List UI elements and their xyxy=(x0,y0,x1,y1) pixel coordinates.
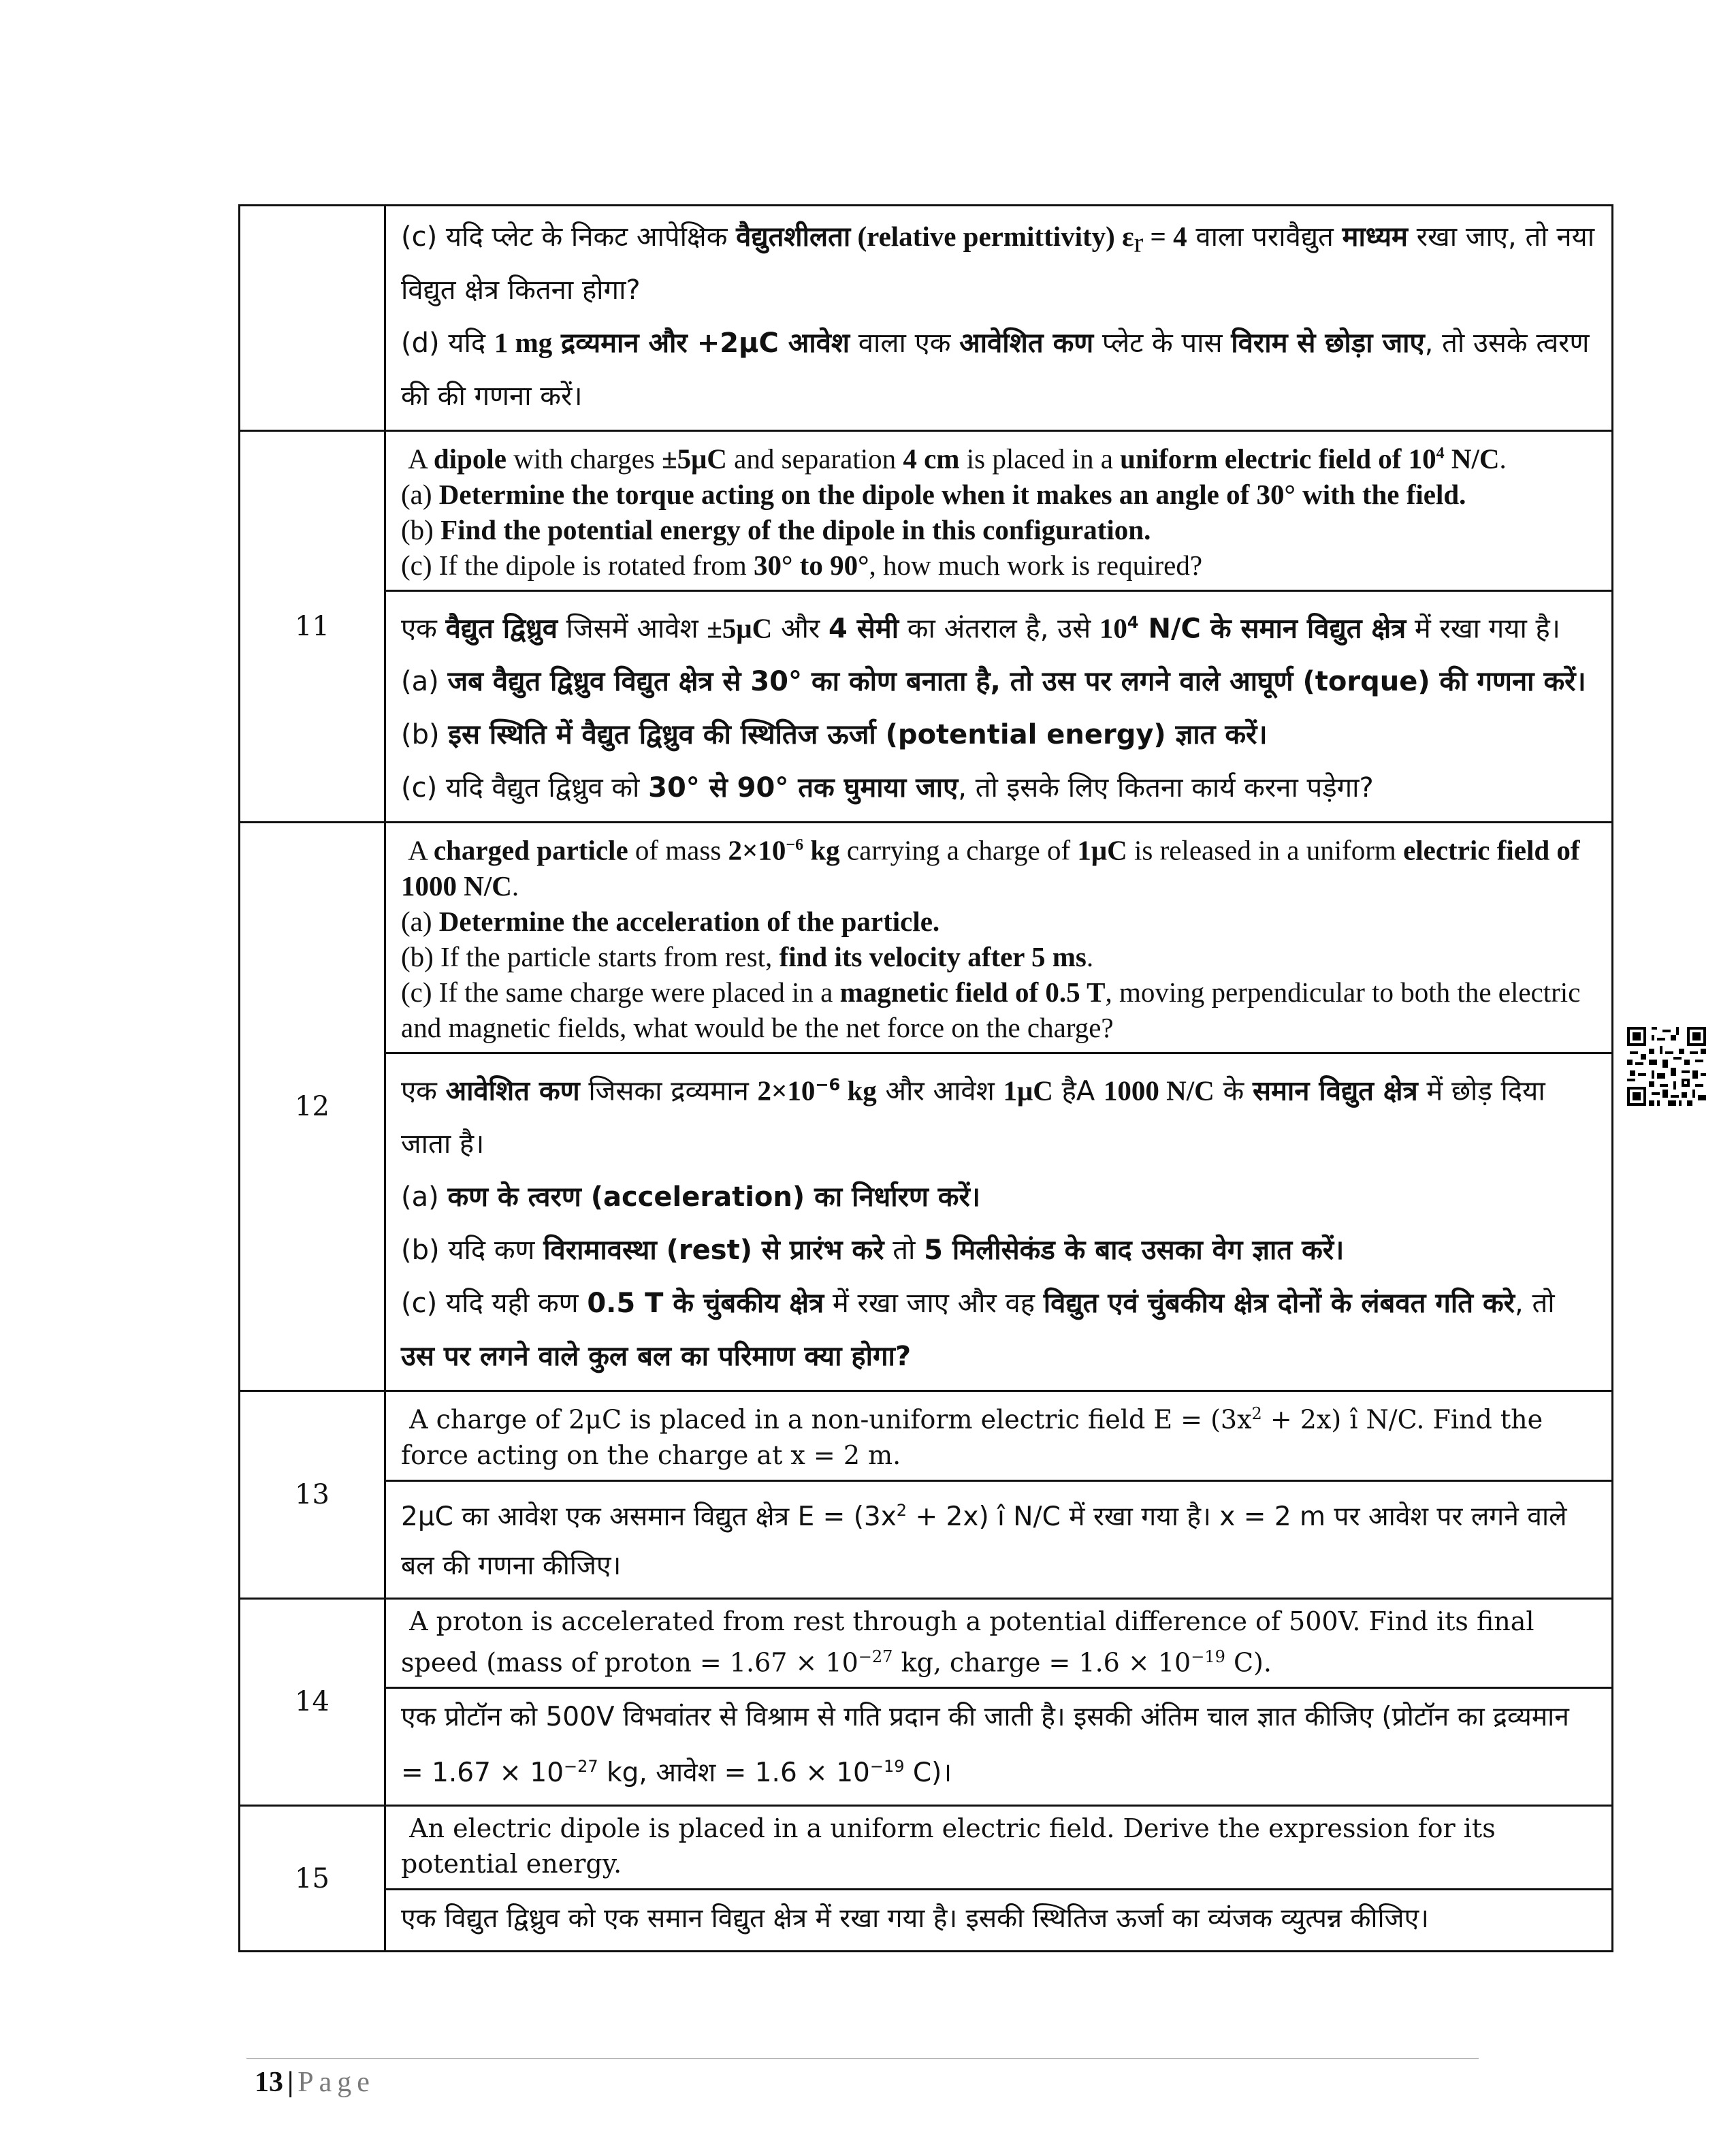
hindi-part-c: (c) यदि प्लेट के निकट आपेक्षिक वैद्युतशीलता (relative permittivity) $\varepsilon_r = 4$ वाला परावैद्युत माध्यम रखा जाए, तो नया विद्युत क्षेत्र कितना होगा? xyxy=(401,221,1595,306)
question-number xyxy=(240,206,385,431)
question-row-13-hindi xyxy=(240,1480,1613,1598)
qr-code-icon xyxy=(1627,1027,1706,1106)
hindi-part-b: (b) यदि कण विरामावस्था (rest) से प्रारंभ करे तो 5 मिलीसेकंड के बाद उसका वेग ज्ञात करें। xyxy=(401,1234,1345,1266)
question-number: 11 xyxy=(240,431,385,823)
question-row-continuation xyxy=(240,206,1613,431)
question-number: 15 xyxy=(240,1806,385,1952)
question-row-15 xyxy=(240,1806,1613,1890)
english-intro: A dipole with charges ±5μC and separation 4 cm is placed in a uniform electric field of $10^4$ N/C. xyxy=(408,443,1507,475)
question-number: 14 xyxy=(240,1598,385,1806)
english-part-b: (b) Find the potential energy of the dipole in this configuration. xyxy=(401,513,1151,545)
question-number: 12 xyxy=(240,822,385,1391)
hindi-text: एक विद्युत द्विध्रुव को एक समान विद्युत क्षेत्र में रखा गया है। इसकी स्थितिज ऊर्जा का व्यंजक व्युत्पन्न कीजिए। xyxy=(401,1903,1429,1935)
hindi-part-a: (a) कण के त्वरण (acceleration) का निर्धारण करें। xyxy=(401,1181,981,1213)
question-row-12-hindi xyxy=(240,1053,1613,1391)
english-text: An electric dipole is placed in a uniform electric field. Derive the expression for its potential energy. xyxy=(401,1813,1496,1879)
hindi-part-c: (c) यदि यही कण 0.5 T के चुंबकीय क्षेत्र में रखा जाए और वह विद्युत एवं चुंबकीय क्षेत्र दोनों के लंबवत गति करे, तो उस पर लगने वाले कुल बल का परिमाण क्या होगा? xyxy=(401,1287,1555,1372)
english-text: A proton is accelerated from rest through a potential difference of 500V. Find its final speed (mass of proton = $1.67 \times 10^{-27}$ kg, charge = $1.6 \times 10^{-19}$ C). xyxy=(401,1606,1534,1678)
footer-divider xyxy=(246,2058,1479,2059)
question-row-14-hindi xyxy=(240,1688,1613,1806)
page-number: 13 xyxy=(255,2067,283,2098)
english-part-c: (c) If the dipole is rotated from 30° to 90°, how much work is required? xyxy=(401,549,1203,581)
hindi-text: एक प्रोटॉन को 500V विभवांतर से विश्राम से गति प्रदान की जाती है। इसकी अंतिम चाल ज्ञात कीजिए (प्रोटॉन का द्रव्यमान = $1.67 \times 10^{-27}$ kg, आवेश = $1.6 \times 10^{-19}$ C)। xyxy=(401,1702,1569,1789)
question-row-11 xyxy=(240,431,1613,591)
question-row-12 xyxy=(240,822,1613,1053)
question-row-11-hindi xyxy=(240,590,1613,822)
hindi-cell xyxy=(385,206,1613,431)
english-part-a: (a) Determine the acceleration of the particle. xyxy=(401,905,940,937)
english-cell xyxy=(385,822,1613,1053)
hindi-part-d: (d) यदि 1 mg द्रव्यमान और +2μC आवेश वाला एक आवेशित कण प्लेट के पास विराम से छोड़ा जाए, तो उसके त्वरण की की गणना करें। xyxy=(401,327,1590,412)
question-row-15-hindi xyxy=(240,1890,1613,1952)
hindi-cell xyxy=(385,1053,1613,1391)
english-cell xyxy=(385,1598,1613,1688)
question-table xyxy=(238,204,1613,1952)
hindi-part-b: (b) इस स्थिति में वैद्युत द्विध्रुव की स्थितिज ऊर्जा (potential energy) ज्ञात करें। xyxy=(401,718,1268,750)
question-row-13 xyxy=(240,1391,1613,1480)
english-part-a: (a) Determine the torque acting on the dipole when it makes an angle of 30° with the field. xyxy=(401,478,1466,510)
hindi-intro: एक आवेशित कण जिसका द्रव्यमान $2\times 10^{-6}$ kg और आवेश 1μC हैA 1000 N/C के समान विद्युत क्षेत्र में छोड़ दिया जाता है। xyxy=(401,1074,1545,1160)
hindi-cell xyxy=(385,590,1613,822)
page-footer xyxy=(255,2063,375,2101)
english-text: A charge of 2μC is placed in a non-uniform electric field $E = (3x^2 + 2x)$ î N/C. Find the force acting on the charge at x = 2 m. xyxy=(401,1403,1543,1470)
english-intro: A charged particle of mass $2\times 10^{-6}$ kg carrying a charge of 1μC is released in a uniform electric field of 1000 N/C. xyxy=(401,834,1580,902)
english-part-b: (b) If the particle starts from rest, find its velocity after 5 ms. xyxy=(401,940,1094,972)
question-number: 13 xyxy=(240,1391,385,1598)
hindi-cell xyxy=(385,1890,1613,1952)
english-cell xyxy=(385,1806,1613,1890)
english-cell xyxy=(385,431,1613,591)
english-part-c: (c) If the same charge were placed in a magnetic field of 0.5 T, moving perpendicular to both the electric and magnetic fields, what would be the net force on the charge? xyxy=(401,976,1581,1043)
page-word: Page xyxy=(298,2067,375,2098)
hindi-text: 2μC का आवेश एक असमान विद्युत क्षेत्र $E = (3x^2 + 2x)$ î N/C में रखा गया है। x = 2 m पर आवेश पर लगने वाले बल की गणना कीजिए। xyxy=(401,1500,1567,1581)
hindi-cell xyxy=(385,1480,1613,1598)
question-row-14 xyxy=(240,1598,1613,1688)
hindi-intro: एक वैद्युत द्विध्रुव जिसमें आवेश ±5μC और 4 सेमी का अंतराल है, उसे $10^4$ N/C के समान विद्युत क्षेत्र में रखा गया है। xyxy=(401,611,1560,644)
english-cell xyxy=(385,1391,1613,1480)
hindi-part-a: (a) जब वैद्युत द्विध्रुव विद्युत क्षेत्र से 30° का कोण बनाता है, तो उस पर लगने वाले आघूर्ण (torque) की गणना करें। xyxy=(401,665,1586,697)
footer-separator: | xyxy=(287,2067,294,2098)
hindi-part-c: (c) यदि वैद्युत द्विध्रुव को 30° से 90° तक घुमाया जाए, तो इसके लिए कितना कार्य करना पड़ेगा? xyxy=(401,772,1374,804)
hindi-cell xyxy=(385,1688,1613,1806)
